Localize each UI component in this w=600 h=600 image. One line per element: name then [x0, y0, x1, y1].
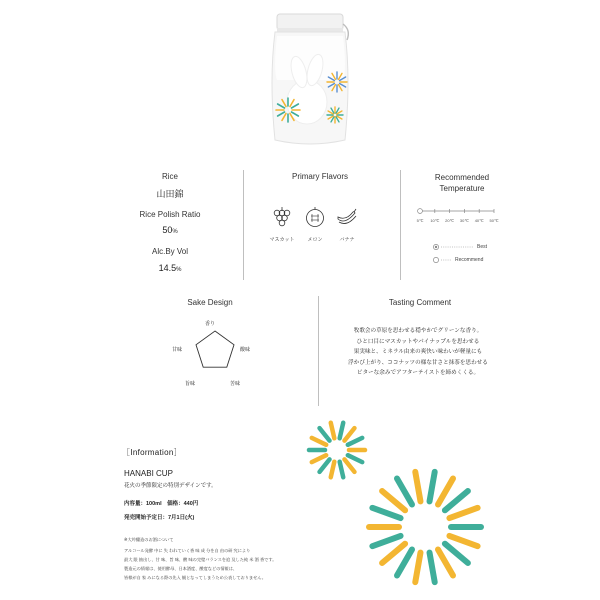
temp-tick-label: 40℃: [474, 218, 484, 223]
melon-icon: [303, 205, 327, 229]
firework-ray: [397, 550, 412, 576]
temp-tick-label: 10℃: [430, 218, 440, 223]
firework-ray: [449, 508, 477, 518]
firework-ray: [415, 553, 420, 583]
recommend-marker-icon: [433, 257, 438, 262]
firework-ray: [344, 459, 354, 472]
flavor-label-2: メロン: [307, 237, 323, 243]
legend-recommend: Recommend: [455, 257, 484, 263]
polish-title: Rice Polish Ratio: [139, 210, 201, 219]
sake-cup-image: [255, 10, 365, 150]
note-line: 最大 限 抽出し、甘 味、旨 味、酸 味の完璧バランスを追 及した純 米 酒 香です。: [124, 557, 277, 562]
note-line: 製造元の情報は、使用酵母、日本酒度、酸度などの情報は、: [124, 566, 238, 571]
firework-ray: [382, 491, 405, 510]
radar-label-aroma: 香り: [205, 321, 216, 327]
note-line: アルコール発酵 中に 失 われていく香 味 成 分を自 由の研 究により: [124, 548, 251, 553]
firework-ray: [382, 544, 405, 563]
firework-ray: [445, 544, 468, 563]
firework-ray: [372, 536, 400, 546]
rice-value: 山田錦: [156, 189, 184, 199]
firework-ray: [312, 438, 326, 445]
temperature-scale: [412, 205, 502, 219]
temperature-tick-labels: [412, 218, 502, 226]
radar-label-bitterness: 苦味: [230, 381, 241, 387]
note-title: ※大吟醸造のお酒について: [124, 537, 174, 542]
flavor-label-1: マスカット: [269, 237, 295, 243]
divider-1: [243, 170, 244, 280]
temp-tick-label: 5℃: [416, 218, 424, 223]
firework-ray: [320, 428, 330, 441]
info-heading: ［Information］: [122, 448, 182, 457]
abv-value-group: [100, 263, 240, 273]
abv-value: 14.5: [158, 263, 177, 273]
firework-ray: [312, 455, 326, 462]
tasting-title: Tasting Comment: [388, 298, 452, 307]
product-name: HANABI CUP: [124, 469, 173, 478]
fireworks-illustration: [290, 415, 530, 595]
radar-label-acidity: 酸味: [240, 347, 251, 353]
design-title: Sake Design: [187, 298, 233, 307]
abv-title: Alc.By Vol: [151, 247, 188, 256]
firework-ray: [438, 479, 453, 505]
polish-value: 50: [162, 225, 173, 235]
firework-ray: [438, 550, 453, 576]
firework-ray: [430, 472, 435, 502]
firework-ray: [372, 508, 400, 518]
legend-best: Best: [477, 244, 488, 250]
firework-ray: [331, 462, 335, 478]
firework-ray: [397, 479, 412, 505]
temp-tick-label: 30℃: [459, 218, 469, 223]
price-line: 内容量：100ml 価格：440円: [124, 501, 199, 507]
firework-ray: [445, 491, 468, 510]
rice-title: Rice: [161, 172, 178, 181]
temperature-title-line1: Recommended: [434, 173, 490, 182]
polish-unit: %: [172, 229, 178, 235]
temperature-title-line2: Temperature: [439, 184, 485, 193]
tasting-line: 果実味と、ミネラル由来の爽快い味わいが軽量にも: [353, 349, 483, 355]
temp-tick-label: 20℃: [445, 218, 455, 223]
firework-ray: [340, 462, 344, 478]
polish-value-group: [100, 225, 240, 235]
note-line: 皆様が自 家 みになる際の先入 観となってしまうため公表しておりません。: [124, 575, 266, 580]
radar-label-sweetness: 甘味: [172, 347, 183, 353]
tasting-line: 浮かび上がり、ココナッツの様な甘さと抹茶を思わせる: [348, 359, 488, 366]
temperature-title: [400, 172, 524, 194]
tasting-line: ひと口目にマスカットやパイナップルを思わせる: [356, 338, 480, 345]
product-description: 花火の季節限定の特別デザインです。: [124, 483, 217, 489]
grape-icon: [270, 205, 294, 229]
tasting-line: ビターな余みでアフターテイストを締めくくる。: [356, 370, 480, 376]
abv-unit: %: [176, 267, 182, 273]
firework-ray: [320, 459, 330, 472]
temp-tick-label: 50℃: [489, 218, 499, 223]
flavor-label-3: バナナ: [339, 237, 355, 243]
firework-ray: [430, 553, 435, 583]
firework-ray: [340, 423, 344, 439]
tasting-comment: [318, 326, 518, 379]
firework-ray: [331, 423, 335, 439]
flavors-title: Primary Flavors: [291, 172, 348, 181]
tasting-line: 牧歌会の草原を思わせる穏やかでグリーンな香り。: [353, 328, 483, 334]
firework-ray: [415, 472, 420, 502]
release-line: 発売開始予定日：7月1日(火): [124, 515, 195, 521]
banana-icon: [335, 205, 359, 229]
temp-start-marker: [418, 209, 423, 214]
firework-ray: [344, 428, 354, 441]
firework-ray: [449, 536, 477, 546]
radar-label-umami: 旨味: [185, 381, 196, 387]
firework-ray: [348, 455, 362, 462]
firework-ray: [348, 438, 362, 445]
